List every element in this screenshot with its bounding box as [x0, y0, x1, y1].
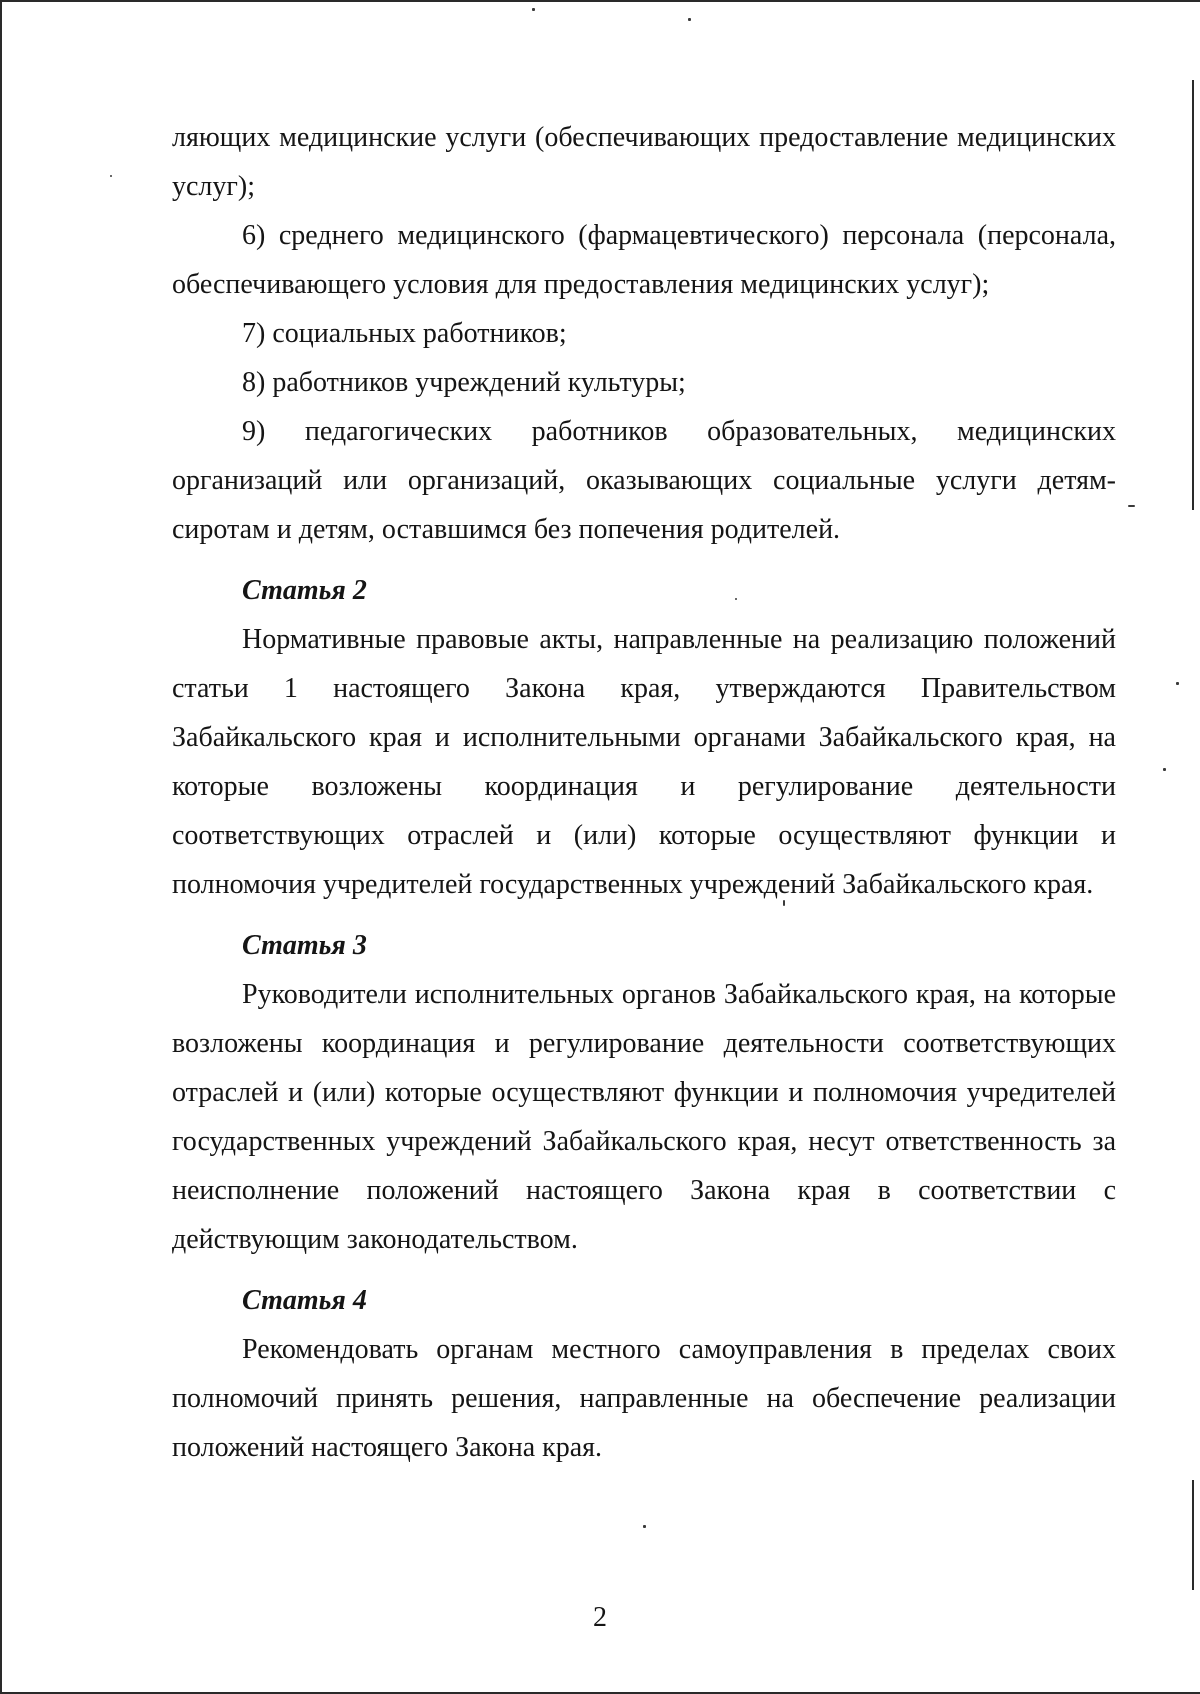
page-number: 2: [593, 1602, 607, 1633]
document-body: [172, 113, 1116, 1472]
scan-speck: [1176, 682, 1179, 685]
scan-speck: [783, 900, 785, 906]
scan-speck: [735, 598, 737, 600]
article-heading: Статья 4: [242, 1285, 367, 1316]
article-text: Руководители исполнительных органов Забайкальского края, на которые возложены координация и регулирование деятельности соответствующих отраслей и (или) которые осуществляют функции и полномочия учредителей государственных учреждений Забайкальского края, несут ответственность за неисполнение положений настоящего Закона края в соответствии с действующим законодательством.: [172, 979, 1116, 1255]
scan-speck: [532, 8, 535, 11]
scan-edge-line: [1192, 80, 1194, 510]
list-item: 7) социальных работников;: [242, 318, 567, 349]
scan-speck: [1128, 505, 1135, 507]
article-text: Рекомендовать органам местного самоуправления в пределах своих полномочий принять решения, направленные на обеспечение реализации положений настоящего Закона края.: [172, 1334, 1116, 1463]
scan-edge-line: [1192, 1480, 1194, 1590]
scan-speck: [643, 1525, 646, 1528]
list-item: 6) среднего медицинского (фармацевтического) персонала (персонала, обеспечивающего условия для предоставления медицинских услуг);: [172, 220, 1116, 300]
article-text: Нормативные правовые акты, направленные на реализацию положений статьи 1 настоящего Закона края, утверждаются Правительством Забайкальского края и исполнительными органами Забайкальского края, на которые возложены координация и регулирование деятельности соответствующих отраслей и (или) которые осуществляют функции и полномочия учредителей государственных учреждений Забайкальского края.: [172, 624, 1116, 900]
scan-speck: [1163, 768, 1166, 771]
list-item: 8) работников учреждений культуры;: [242, 367, 686, 398]
scan-speck: [688, 18, 691, 21]
list-item: 9) педагогических работников образовательных, медицинских организаций или организаций, оказывающих социальные услуги детям-сиротам и детям, оставшимся без попечения родителей.: [172, 416, 1116, 545]
scan-speck: [110, 175, 112, 177]
article-heading: Статья 3: [242, 930, 367, 961]
article-heading: Статья 2: [242, 575, 367, 606]
paragraph: ляющих медицинские услуги (обеспечивающих предоставление медицинских услуг);: [172, 122, 1116, 202]
